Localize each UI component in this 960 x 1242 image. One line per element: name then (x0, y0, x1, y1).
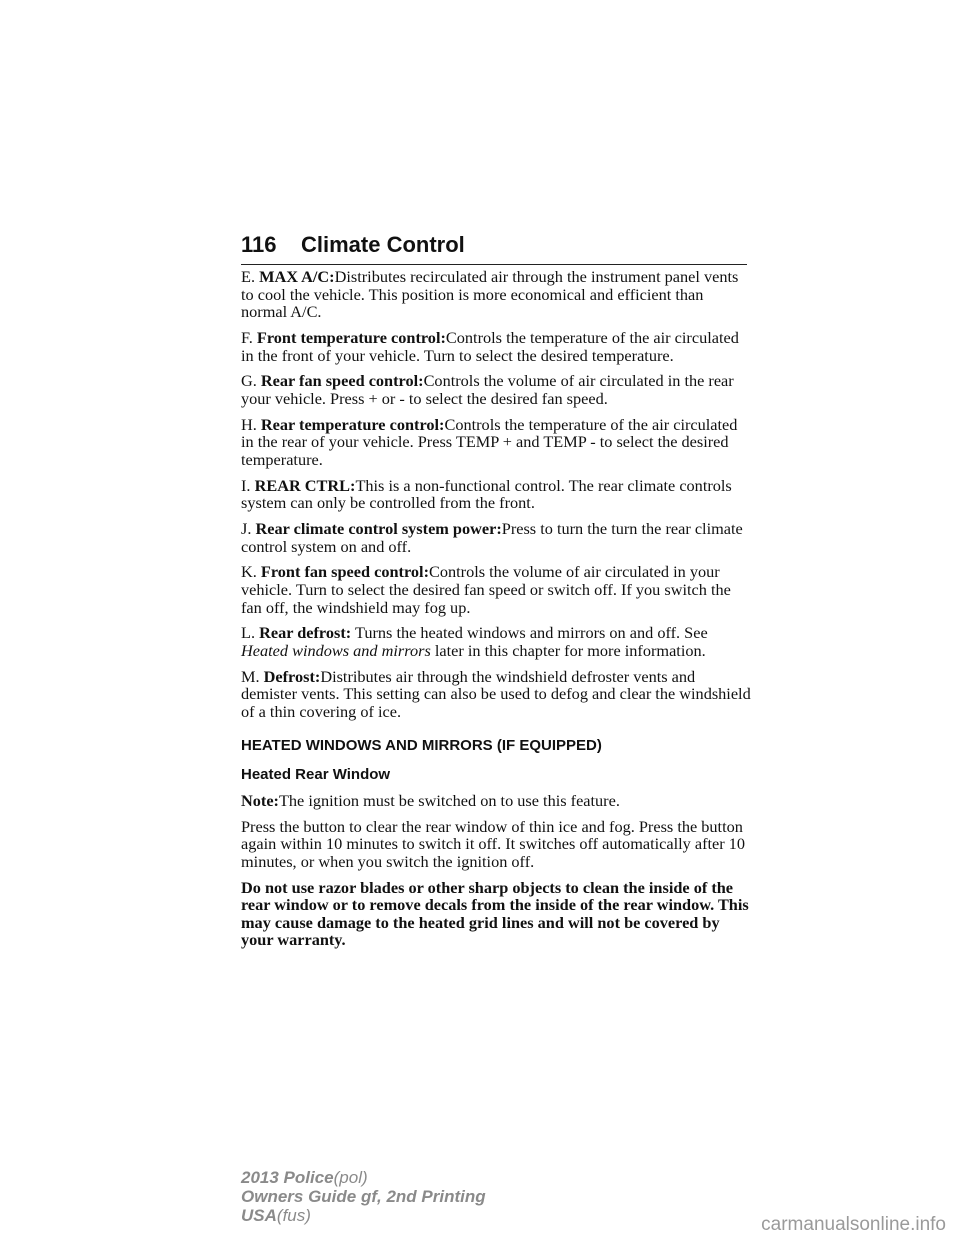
item-letter: E. (241, 267, 256, 286)
cross-reference: Heated windows and mirrors (241, 641, 431, 660)
note-label: Note: (241, 790, 279, 810)
footer-market-code: (fus) (276, 1206, 311, 1225)
item-letter: M. (241, 666, 260, 686)
item-label: Rear defrost: (259, 623, 352, 643)
item-e (241, 268, 753, 321)
watermark: carmanualsonline.info (761, 1214, 946, 1235)
item-text: Controls the volume of air circulated in your vehicle. Turn to select the desired fan speed or switch off. If you switch the fan off, the windshield may fog up. (241, 562, 731, 617)
note (241, 792, 753, 810)
item-letter: I. (241, 475, 251, 495)
item-label: Front fan speed control: (260, 562, 429, 582)
item-letter: G. (241, 371, 257, 391)
note-text: The ignition must be switched on to use this feature. (278, 790, 620, 810)
item-h (241, 416, 753, 469)
item-letter: L. (241, 623, 256, 643)
item-l (241, 624, 753, 659)
item-letter: J. (241, 519, 252, 539)
item-text: later in this chapter for more information. (434, 641, 706, 660)
footer-model-code: (pol) (333, 1168, 368, 1187)
page-content (241, 268, 753, 949)
page-number: 116 (241, 232, 277, 257)
item-label: Rear climate control system power: (255, 519, 502, 539)
body-paragraph: Press the button to clear the rear window of thin ice and fog. Press the button again within 10 minutes to switch it off. It switches off automatically after 10 minutes, or when you switch the ignition off. (241, 816, 746, 871)
item-m (241, 668, 753, 721)
item-label: Defrost: (263, 666, 321, 686)
item-text: Distributes air through the windshield defroster vents and demister vents. This setting can also be used to defog and clear the windshield of a thin covering of ice. (241, 666, 751, 721)
item-k (241, 563, 753, 616)
page-footer (241, 1168, 486, 1225)
item-label: Front temperature control: (256, 327, 446, 347)
item-g (241, 372, 753, 407)
item-label: MAX A/C: (259, 267, 335, 286)
footer-market: USA (241, 1206, 277, 1225)
item-label: REAR CTRL: (254, 475, 356, 495)
item-text: Controls the temperature of the air circulated in the front of your vehicle. Turn to select the desired temperature. (241, 327, 739, 365)
footer-line-2: Owners Guide gf, 2nd Printing (241, 1187, 486, 1206)
item-text: Distributes recirculated air through the instrument panel vents to cool the vehicle. This position is more economical and efficient than normal A/C. (241, 267, 739, 322)
item-letter: K. (241, 562, 257, 582)
item-text: Press to turn the turn the rear climate control system on and off. (241, 519, 743, 556)
item-text: Turns the heated windows and mirrors on and off. See (354, 623, 708, 643)
item-i (241, 477, 753, 512)
warning-paragraph: Do not use razor blades or other sharp objects to clean the inside of the rear window or to remove decals from the inside of the rear window. This may cause damage to the heated grid lines and will not be covered by your warranty. (241, 877, 749, 950)
section-title: Climate Control (301, 232, 465, 257)
subsection-heading: Heated Rear Window (241, 766, 391, 784)
item-j (241, 520, 753, 555)
footer-line-1 (241, 1168, 486, 1187)
item-letter: F. (241, 327, 253, 347)
item-text: Controls the temperature of the air circulated in the rear of your vehicle. Press TEMP + and TEMP - to select the desired temperature. (241, 414, 738, 469)
item-label: Rear temperature control: (260, 414, 445, 434)
item-label: Rear fan speed control: (260, 371, 424, 391)
item-letter: H. (241, 414, 257, 434)
page-header (241, 230, 747, 265)
footer-model: 2013 Police (241, 1168, 334, 1187)
item-text: This is a non-functional control. The rear climate controls system can only be controlled from the front. (241, 475, 732, 513)
item-f (241, 329, 753, 364)
item-text: Controls the volume of air circulated in the rear your vehicle. Press + or - to select the desired fan speed. (241, 371, 734, 408)
section-heading: HEATED WINDOWS AND MIRRORS (IF EQUIPPED) (241, 736, 602, 754)
footer-line-3 (241, 1206, 486, 1225)
